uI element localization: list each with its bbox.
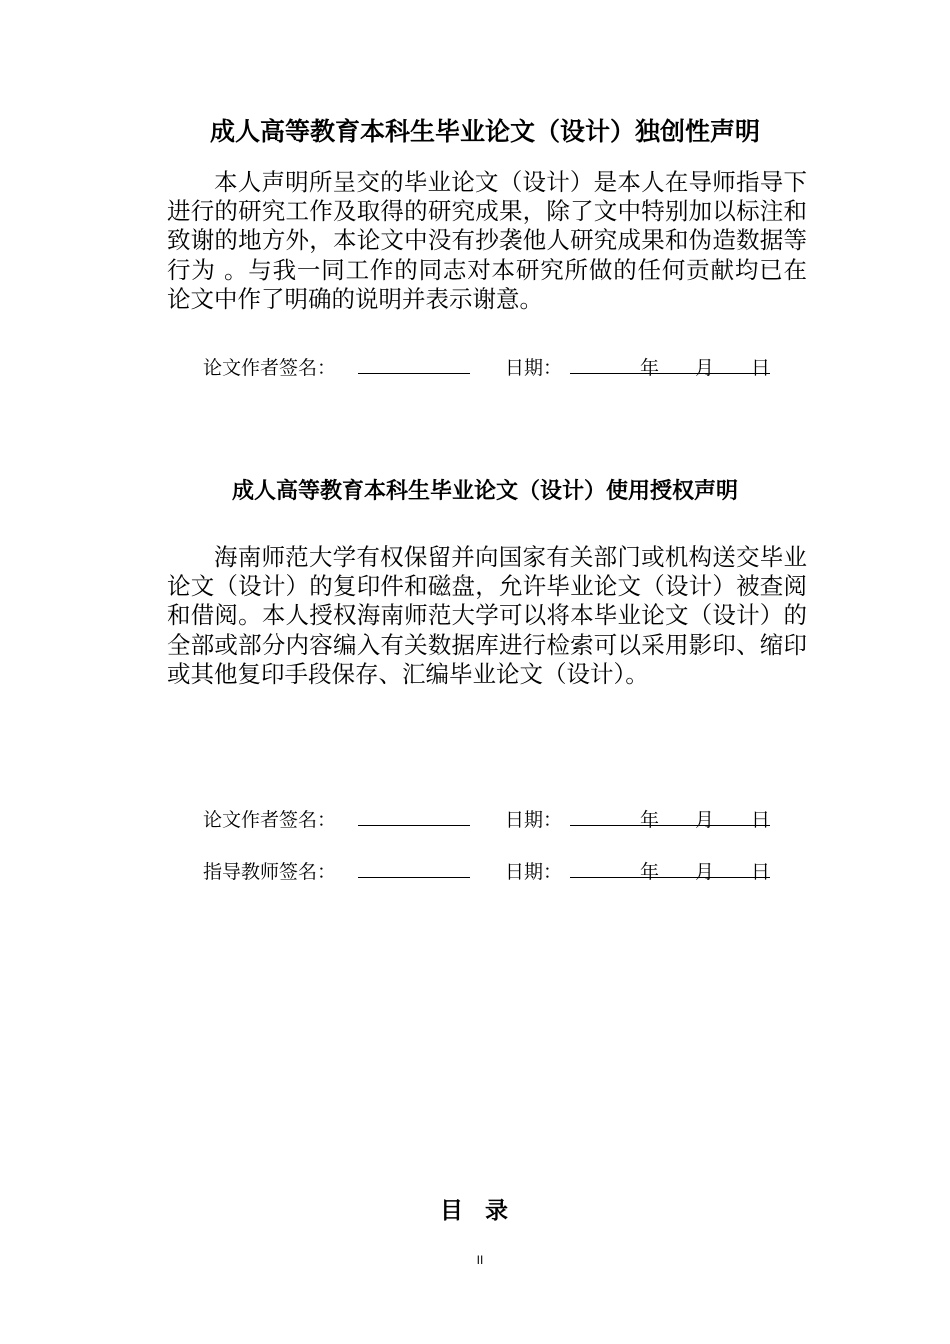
date-label: 日期： [505, 861, 563, 883]
author-signature-label: 论文作者签名： [203, 809, 337, 831]
month-label: 月 [695, 357, 715, 379]
advisor-signature-label: 指导教师签名： [203, 861, 337, 883]
year-label: 年 [640, 809, 660, 831]
advisor-signature-row [203, 857, 803, 887]
date-line [570, 877, 770, 878]
author-signature-line [358, 825, 470, 826]
table-of-contents-title: 目录 [440, 1198, 530, 1224]
author-signature-label: 论文作者签名： [203, 357, 337, 379]
date-line [570, 825, 770, 826]
day-label: 日 [751, 357, 771, 379]
page-number: II [476, 1253, 484, 1267]
year-label: 年 [640, 861, 660, 883]
day-label: 日 [751, 809, 771, 831]
month-label: 月 [695, 809, 715, 831]
advisor-signature-line [358, 877, 470, 878]
month-label: 月 [695, 861, 715, 883]
originality-declaration-title: 成人高等教育本科生毕业论文（设计）独创性声明 [209, 117, 760, 146]
author-signature-row [203, 805, 803, 835]
author-signature-row [203, 353, 803, 383]
day-label: 日 [751, 861, 771, 883]
author-signature-line [358, 373, 470, 374]
date-line [570, 373, 770, 374]
originality-declaration-text: 本人声明所呈交的毕业论文（设计）是本人在导师指导下进行的研究工作及取得的研究成果，除了文中特别加以标注和致谢的地方外，本论文中没有抄袭他人研究成果和伪造数据等行为 。与我一同工作的同志对本研究所做的任何贡献均已在论文中作了明确的说明并表示谢意。 [167, 168, 807, 313]
date-label: 日期： [505, 357, 563, 379]
year-label: 年 [640, 357, 660, 379]
authorization-declaration-title: 成人高等教育本科生毕业论文（设计）使用授权声明 [231, 479, 738, 504]
authorization-declaration-text: 海南师范大学有权保留并向国家有关部门或机构送交毕业论文（设计）的复印件和磁盘，允许毕业论文（设计）被查阅和借阅。本人授权海南师范大学可以将本毕业论文（设计）的全部或部分内容编入有关数据库进行检索可以采用影印、缩印或其他复印手段保存、汇编毕业论文（设计）。 [167, 543, 807, 688]
date-label: 日期： [505, 809, 563, 831]
